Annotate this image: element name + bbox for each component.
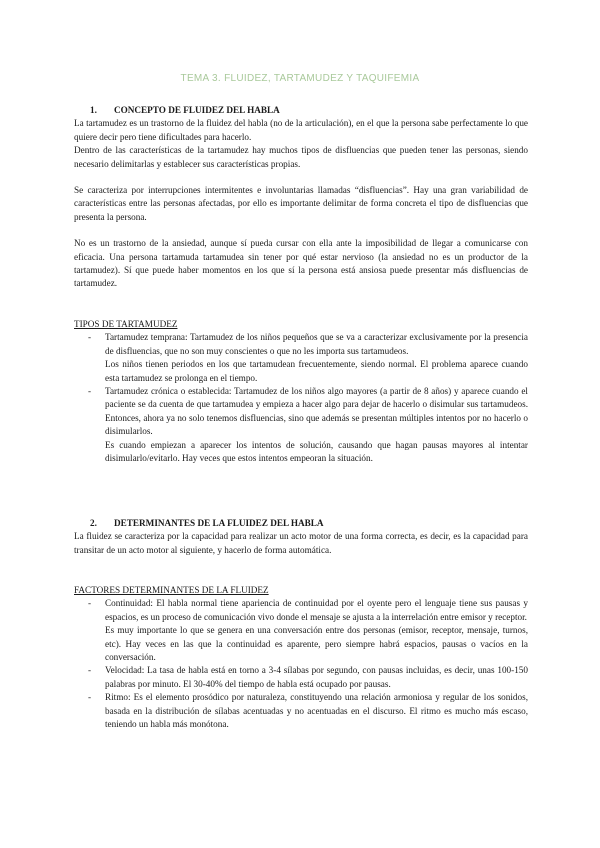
section-1 — [74, 104, 528, 291]
factores-list — [74, 597, 528, 731]
section-2-paragraph-1: La fluidez se caracteriza por la capacidad para realizar un acto motor de una forma correcta, es decir, es la capacidad para transitar de un acto motor al siguiente, y hacerlo de forma automática. — [74, 531, 528, 555]
tipos-list — [74, 331, 528, 465]
section-2-heading — [74, 517, 528, 530]
factores-section — [74, 584, 528, 731]
section-2 — [74, 517, 528, 557]
tipos-section — [74, 318, 528, 465]
list-item-text: Tartamudez temprana: Tartamudez de los niños pequeños que se va a caracterizar exclusivamente por la presencia de disfluencias, que no son muy conscientes o que no les importa sus tartamudeos. — [105, 332, 528, 356]
section-2-heading-text: DETERMINANTES DE LA FLUIDEZ DEL HABLA — [114, 518, 324, 528]
list-item-continuation: Es muy importante lo que se genera en una conversación entre dos personas (emisor, receptor, mensaje, turnos, etc). Hay veces en las que la continuidad es aparente, pero siempre habrá espacios, pausas o vacíos en la conversación. — [105, 625, 528, 663]
list-item-text: Tartamudez crónica o establecida: Tartamudez de los niños algo mayores (a partir de 8 años) y aparece cuando el paciente se da cuenta de que tartamudea y empieza a hacer algo para dejar de hacerlo o disimular sus tartamudeos. Entonces, ahora ya no solo tenemos disfluencias, sino que además se presentan múltiples intentos por no hacerlo o disimularlos. — [105, 386, 528, 437]
list-item-text: Continuidad: El habla normal tiene apariencia de continuidad por el oyente pero el lenguaje tiene sus pausas y espacios, es un proceso de comunicación vivo donde el mensaje se ajusta a la interrelación entre emisor y receptor. — [105, 598, 528, 622]
list-item-continuation: Los niños tienen periodos en los que tartamudean frecuentemente, siendo normal. El problema aparece cuando esta tartamudez se prolonga en el tiempo. — [105, 359, 528, 383]
section-1-heading-text: CONCEPTO DE FLUIDEZ DEL HABLA — [114, 105, 280, 115]
section-1-paragraph-1: La tartamudez es un trastorno de la fluidez del habla (no de la articulación), en el que la persona sabe perfectamente lo que quiere decir pero tiene dificultades para hacerlo. — [74, 118, 528, 142]
document-title: TEMA 3. FLUIDEZ, TARTAMUDEZ Y TAQUIFEMIA — [180, 73, 420, 84]
section-1-paragraph-2: Dentro de las características de la tartamudez hay muchos tipos de disfluencias que pueden tener las personas, siendo necesario delimitarlas y establecer sus características propias. — [74, 145, 528, 169]
section-1-number: 1. — [90, 105, 97, 115]
factores-heading: FACTORES DETERMINANTES DE LA FLUIDEZ — [74, 585, 269, 595]
list-item-continuation: Es cuando empiezan a aparecer los intentos de solución, causando que hagan pausas mayores al intentar disimularlo/evitarlo. Hay veces que estos intentos empeoran la situación. — [105, 439, 528, 464]
section-1-paragraph-4: No es un trastorno de la ansiedad, aunque sí pueda cursar con ella ante la imposibilidad de llegar a comunicarse con eficacia. Una persona tartamuda tartamudea sin tener por qué estar nervioso (la ansiedad no es un productor de la tartamudez). Sí que puede haber momentos en los que sí la persona está ansiosa puede presentar más disfluencias de tartamudez. — [74, 238, 528, 289]
section-1-heading — [74, 104, 528, 117]
list-item — [74, 664, 528, 691]
list-item-text: Velocidad: La tasa de habla está en torno a 3-4 sílabas por segundo, con pausas incluidas, es decir, unas 100-150 palabras por minuto. El 30-40% del tiempo de habla está ocupado por pausas. — [105, 665, 528, 689]
list-item — [74, 691, 528, 731]
list-item-text: Ritmo: Es el elemento prosódico por naturaleza, constituyendo una relación armoniosa y regular de los sonidos, basada en la distribución de sílabas acentuadas y no acentuadas en el discurso. El ritmo es mucho más escaso, teniendo un habla más monótona. — [105, 692, 528, 730]
section-1-paragraph-3: Se caracteriza por interrupciones intermitentes e involuntarias llamadas “disfluencias”. Hay una gran variabilidad de características entre las personas afectadas, por ello es importante delimitar de forma concreta el tipo de disfluencias que presenta la persona. — [74, 185, 528, 222]
tipos-heading: TIPOS DE TARTAMUDEZ — [74, 319, 178, 329]
list-item — [74, 385, 528, 465]
list-item — [74, 331, 528, 385]
list-item — [74, 597, 528, 664]
section-2-number: 2. — [90, 518, 97, 528]
